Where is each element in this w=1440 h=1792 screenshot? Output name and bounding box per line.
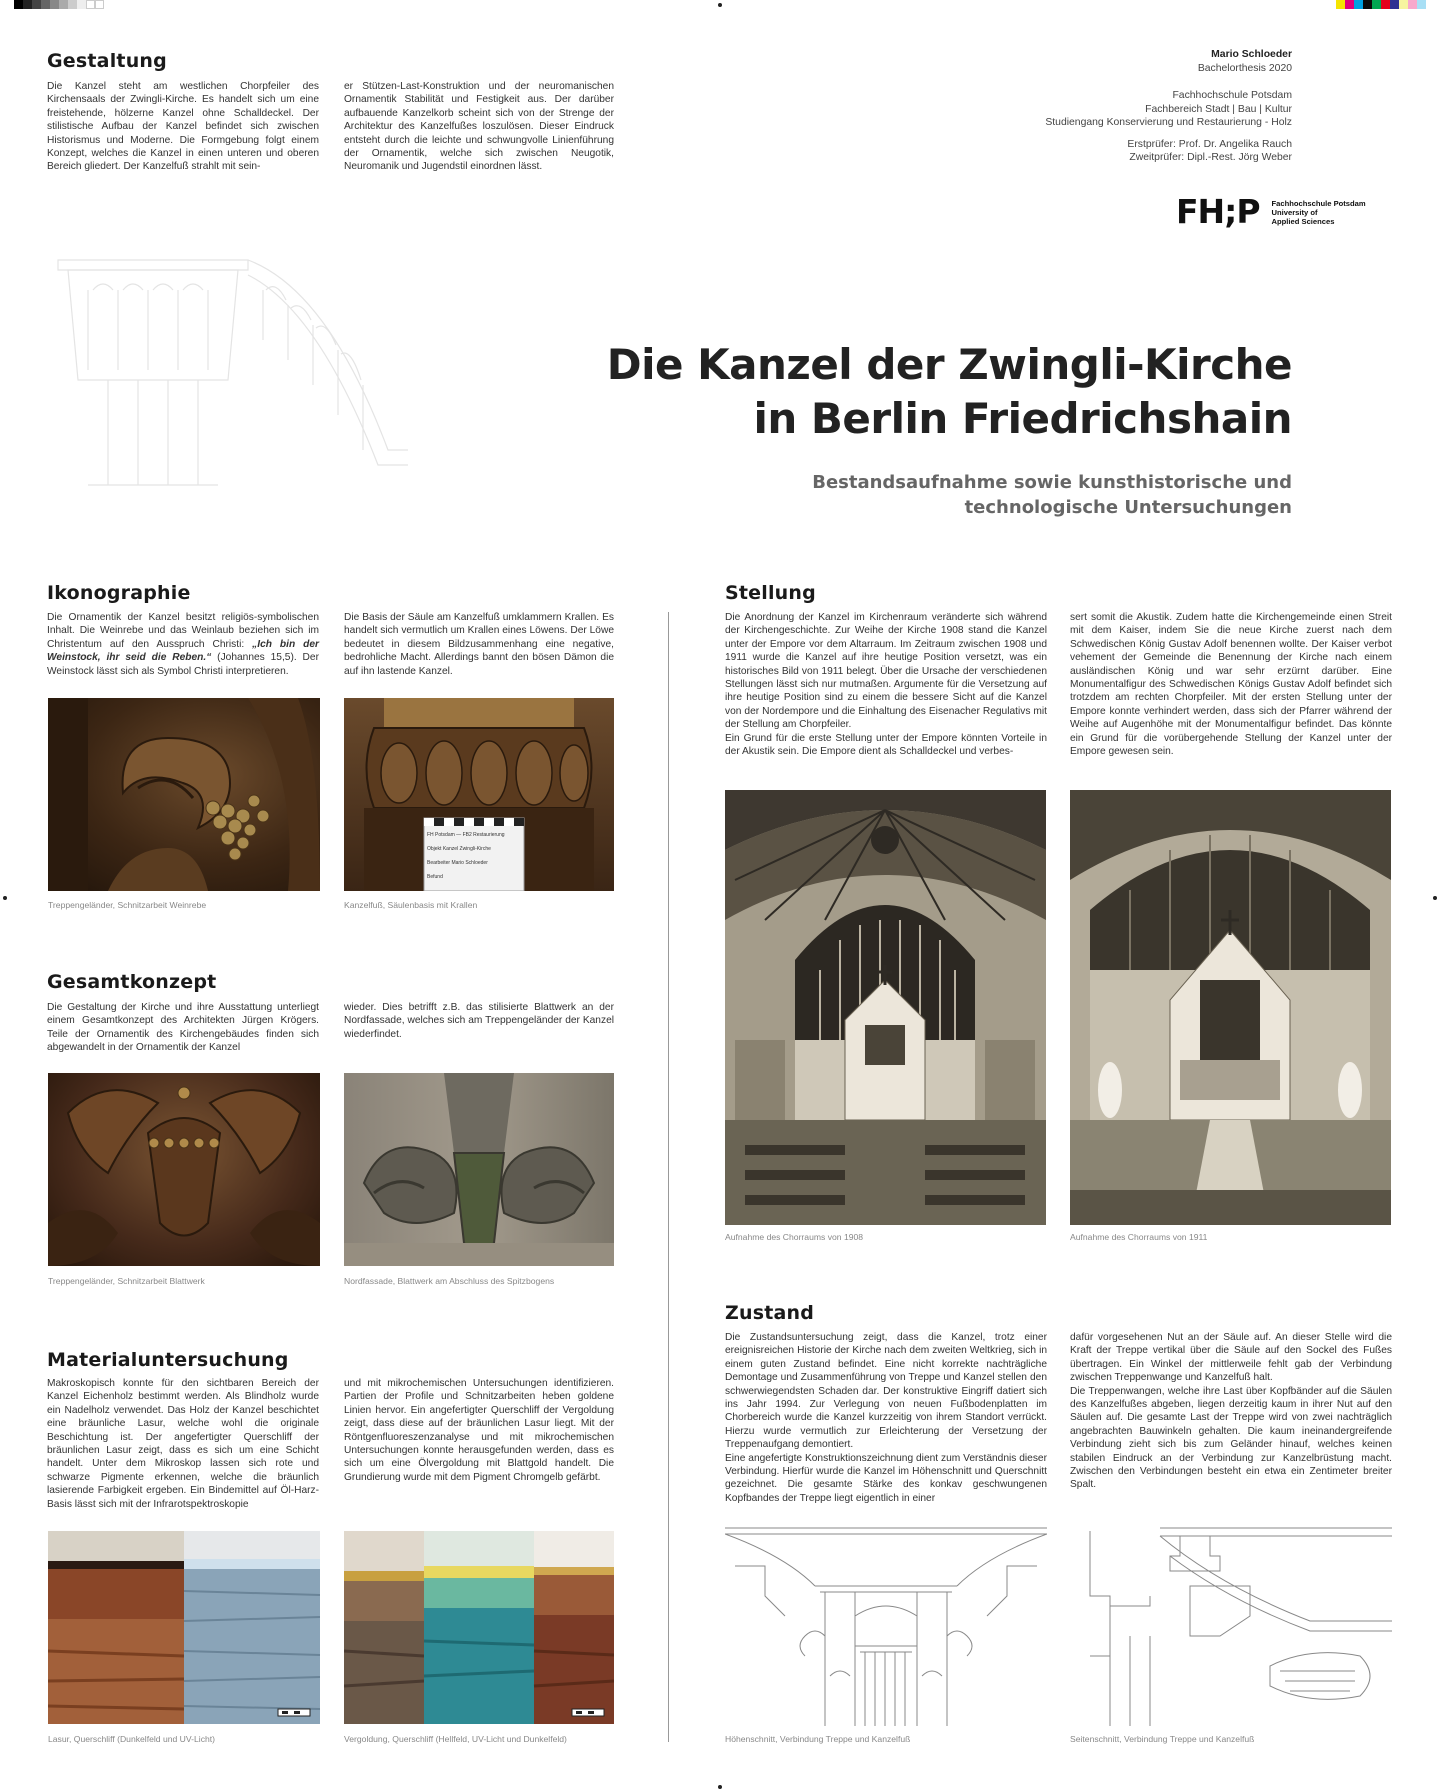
- caption-vertical-section: Höhenschnitt, Verbindung Treppe und Kanzelfuß: [725, 1734, 911, 1744]
- section-heading-gestaltung: Gestaltung: [47, 50, 167, 72]
- gesamtkonzept-text-col1: Die Gestaltung der Kirche und ihre Ausstattung unterliegt einem Gesamtkonzept des Architekten Jürgen Krögers. Teile der Ornamentik des Kirchengebäudes finden sich abgewandelt in der Ornamentik der Kanzel: [47, 1002, 319, 1054]
- stellung-text-col2: sert somit die Akustik. Zudem hatte die Kirchengemeinde einen Streit mit dem Kaiser, indem Sie die neue Kirche zuerst nach dem Schwedischen König Gustav Adolf benennen wollte. Der Kaiser verbot vehement der Gemeinde die Benennung der Kirche nach einem ausländischen König und war sehr erzürnt darüber. Eine Monumentalfigur des Schwedischen Königs Gustav Adolf befindet sich trotzdem am rechten Chorpfeiler. Mit der ersten Stellung unter der Empore konnte verhindert werden, dass sich der Pfarrer während der Weihe auf Augenhöhe mit der Monumentalfigur befindet. Das könnte ein Grund für die vorübergehende Stellung der Kanzel unter der Empore gewesen sein.: [1070, 612, 1392, 758]
- second-examiner: Zweitprüfer: Dipl.-Rest. Jörg Weber: [1129, 152, 1292, 163]
- gestaltung-text-col1: Die Kanzel steht am westlichen Chorpfeiler des Kirchensaals der Zwingli-Kirche. Es handelt sich um eine freistehende, hölzerne Kanzel ohne Schalldeckel. Der stilistische Aufbau der Kanzel befindet sich zwischen Historismus und Moderne. Die Formgebung folgt einem Konzept, welches die Kanzel in einen unteren und oberen Bereich gliedert. Der Kanzelfuß strahlt mit sein-: [47, 81, 319, 173]
- caption-gilding: Vergoldung, Querschliff (Hellfeld, UV-Licht und Dunkelfeld): [344, 1734, 567, 1744]
- material-text-col2: und mit mikrochemischen Untersuchungen identifizieren. Partien der Profile und Schnitzarbeiten heben goldene Linien hervor. Ein angefertigter Querschliff der Vergoldung zeigt, dass diese auf der bräunlichen Lasur liegt. Mit der Röntgenfluoreszenzanalyse und mit mikrochemischen Untersuchungen konnte herausgefunden werden, dass es sich um eine Ölvergoldung mit Blattgold handelt. Die Grundierung wurde mit dem Pigment Chromgelb gefärbt.: [344, 1378, 614, 1483]
- photo-grapevine-carving: [48, 698, 320, 891]
- first-examiner: Erstprüfer: Prof. Dr. Angelika Rauch: [1127, 138, 1292, 150]
- author-block: [1045, 48, 1292, 165]
- section-heading-materialuntersuchung: Materialuntersuchung: [47, 1349, 289, 1371]
- ikonographie-text-part-b: (Johannes 15,5). Der Weinstock lässt sich als Symbol Christi interpretieren.: [47, 652, 319, 677]
- thesis-label: Bachelorthesis 2020: [1197, 62, 1292, 74]
- subtitle: [812, 470, 1292, 520]
- title-line-2: in Berlin Friedrichshain: [753, 394, 1292, 443]
- bible-quote: „Ich bin der Weinstock, ihr seid die Reben.“: [47, 638, 319, 664]
- registration-mark: [718, 3, 722, 7]
- registration-mark: [3, 896, 7, 900]
- pulpit-elevation-drawing: [48, 230, 418, 490]
- section-heading-ikonographie: Ikonographie: [47, 582, 191, 604]
- department-name: Fachbereich Stadt | Bau | Kultur: [1145, 103, 1292, 115]
- color-calibration-strip: [1336, 0, 1426, 9]
- logo-text-line3: Applied Sciences: [1271, 216, 1335, 226]
- photo-north-facade-foliage: [344, 1073, 614, 1266]
- section-heading-gesamtkonzept: Gesamtkonzept: [47, 971, 217, 993]
- gestaltung-text-col2: er Stützen-Last-Konstruktion und der neuromanischen Ornamentik Stabilität und Festigkeit aus. Der darüber aufbauende Kanzelkorb scheint sich von der Strenge der Architektur des Kanzelfußes loszulösen. Dieser Eindruck entsteht durch die leichte und schwungvolle Linienführung der Ornamentik, welche sich zwischen Neugotik, Neuromanik und Jugendstil einordnen lässt.: [344, 81, 614, 173]
- stellung-text-col1: Die Anordnung der Kanzel im Kirchenraum veränderte sich während der Kirchengeschichte. Zur Weihe der Kirche 1908 stand die Kanzel unter der Empore vor dem Altarraum. Im Zeitraum zwischen 1908 und 1911 wurde die Kanzel auf ihre heutige Position versetzt, was ein historisches Bild von 1911 belegt. Über die Ursache der verschiedenen Stellungen lässt sich nur mutmaßen. Argumente für die Versetzung auf ihre heutige Position sind zu einem die bessere Sicht auf die Kanzel von der Nordempore und die Einhaltung des Eisenacher Regulativs mit der Stellung am Chorpfeiler. Ein Grund für die erste Stellung unter der Empore könnten Vorteile in der Akustik sein. Die Empore dient als Schalldeckel und verbes-: [725, 612, 1047, 758]
- drawing-side-section: [1070, 1526, 1392, 1726]
- logo-text-line2: University of: [1271, 207, 1318, 217]
- fhp-logo: [1176, 194, 1366, 230]
- drawing-vertical-section: [725, 1526, 1047, 1726]
- label-card-line2: Objekt Kanzel Zwingli-Kirche: [427, 846, 491, 852]
- institution-name: Fachhochschule Potsdam: [1172, 90, 1292, 101]
- section-heading-stellung: Stellung: [725, 582, 816, 604]
- logo-mark: FH;P: [1176, 192, 1260, 231]
- photo-gilding-cross-section: [344, 1531, 614, 1724]
- photo-chancel-1911: [1070, 790, 1391, 1225]
- gesamtkonzept-text-col2: wieder. Dies betrifft z.B. das stilisierte Blattwerk an der Nordfassade, welches sich am Treppengeländer der Kanzel wiederfindet.: [344, 1002, 614, 1040]
- photo-chancel-1908: [725, 790, 1046, 1225]
- registration-mark: [718, 1785, 722, 1789]
- grayscale-calibration-strip: [14, 0, 104, 9]
- label-card-line3: Bearbeiter Mario Schloeder: [427, 860, 488, 866]
- caption-chancel-1911: Aufnahme des Chorraums von 1911: [1070, 1232, 1208, 1242]
- photo-glaze-cross-section: [48, 1531, 320, 1724]
- logo-text-line1: Fachhochschule Potsdam: [1271, 198, 1366, 208]
- title-line-1: Die Kanzel der Zwingli-Kirche: [606, 340, 1292, 389]
- ikonographie-text-col1: [47, 611, 319, 678]
- caption-grapevine: Treppengeländer, Schnitzarbeit Weinrebe: [48, 900, 207, 910]
- caption-side-section: Seitenschnitt, Verbindung Treppe und Kanzelfuß: [1070, 1734, 1255, 1744]
- label-card-line1: FH Potsdam — FB2 Restaurierung: [427, 832, 505, 838]
- material-text-col1: Makroskopisch konnte für den sichtbaren Bereich der Kanzel Eichenholz bestimmt werden. Als Blindholz wurde ein Nadelholz verwendet. Das Holz der Kanzel beschichtet eine bräunliche Lasur, welche wohl die originale Beschichtung ist. Der angefertigter Querschliff der bräunlichen Lasur zeigt, dass es sich um eine Schicht handelt. Unter dem Mikroskop lassen sich rote und schwarze Pigmente erkennen, welche die bräunlich lasierende Farbigkeit ergeben. Ein Bindemittel auf Öl-Harz-Basis lässt sich mit der Infrarotspektroskopie: [47, 1378, 319, 1510]
- subtitle-line-2: technologische Untersuchungen: [964, 497, 1292, 518]
- caption-column-base: Kanzelfuß, Säulenbasis mit Krallen: [344, 900, 478, 910]
- program-name: Studiengang Konservierung und Restaurierung - Holz: [1045, 117, 1292, 128]
- subtitle-line-1: Bestandsaufnahme sowie kunsthistorische und: [812, 472, 1292, 493]
- author-name: Mario Schloeder: [1211, 49, 1292, 60]
- photo-column-base-claws: [344, 698, 614, 891]
- registration-mark: [1433, 896, 1437, 900]
- caption-foliage-carving: Treppengeländer, Schnitzarbeit Blattwerk: [48, 1276, 205, 1286]
- label-card-line4: Befund: [427, 874, 443, 880]
- column-divider: [668, 612, 669, 1742]
- caption-chancel-1908: Aufnahme des Chorraums von 1908: [725, 1232, 864, 1242]
- section-heading-zustand: Zustand: [725, 1302, 815, 1324]
- main-title: [607, 338, 1292, 446]
- zustand-text-col1: Die Zustandsuntersuchung zeigt, dass die Kanzel, trotz einer ereignisreichen Historie der Kirche nach dem zweiten Weltkrieg, sich in einem guten Zustand befindet. Eine nicht korrekte nachträgliche Demontage und Zusammenführung von Treppe und Kanzel stellen den schwerwiegendsten Schaden dar. Der konstruktive Eingriff datiert sich ins Jahr 1994. Zur Verlegung von neuen Fußbodenplatten im Chorbereich wurde die Kanzel kurzzeitig von ihrem Standort verrückt. Hierzu wurde vermutlich zur Erleichterung der Versetzung der Treppenaufgang demontiert. Eine angefertigte Konstruktionszeichnung dient zum Verständnis dieser Verbindung. Hierfür wurde die Kanzel im Höhenschnitt und Querschnitt gezeichnet. Die gesamte Stärke des konkav geschwungenen Kopfbandes der Treppe liegt eigentlich in einer: [725, 1332, 1047, 1504]
- ikonographie-text-col2: Die Basis der Säule am Kanzelfuß umklammern Krallen. Es handelt sich vermutlich um Krallen eines Löwens. Der Löwe bedeutet in diesem Bildzusammenhang eine negative, bedrohliche Macht. Allerdings bannt den bösen Dämon die auf ihn lastende Kanzel.: [344, 612, 614, 677]
- caption-north-facade: Nordfassade, Blattwerk am Abschluss des Spitzbogens: [344, 1276, 555, 1286]
- caption-glaze: Lasur, Querschliff (Dunkelfeld und UV-Licht): [48, 1734, 216, 1744]
- zustand-text-col2: dafür vorgesehenen Nut an der Säule auf. An dieser Stelle wird die Kraft der Treppe vertikal über die Säule auf den Sockel des Fußes übertragen. Ein Winkel der mittlerweile fehlt gab der Verbindung zwischen Treppenwange und Kanzelfuß halt. Die Treppenwangen, welche ihre Last über Kopfbänder auf die Säulen des Kanzelfußes abgeben, liegen derzeitig kaum in ihrer Nut auf den Säulen auf. Die gesamte Last der Treppe wird von zwei nachträglich angebrachten Bauwinkeln gehalten. Die kaum ineinandergreifende Verbindung zieht sich bis zum Geländer hinauf, welches keinen stabilen Eindruck an der Verbindung zur Kanzelbrüstung macht. Zwischen den Verbindungen besteht ein etwa ein Zentimeter breiter Spalt.: [1070, 1332, 1392, 1491]
- ikonographie-text-part-a: Die Ornamentik der Kanzel besitzt religiös-symbolischen Inhalt. Die Weinrebe und das Weinlaub beziehen sich im Christentum auf den Ausspruch Christi:: [47, 612, 319, 650]
- photo-foliage-carving: [48, 1073, 320, 1266]
